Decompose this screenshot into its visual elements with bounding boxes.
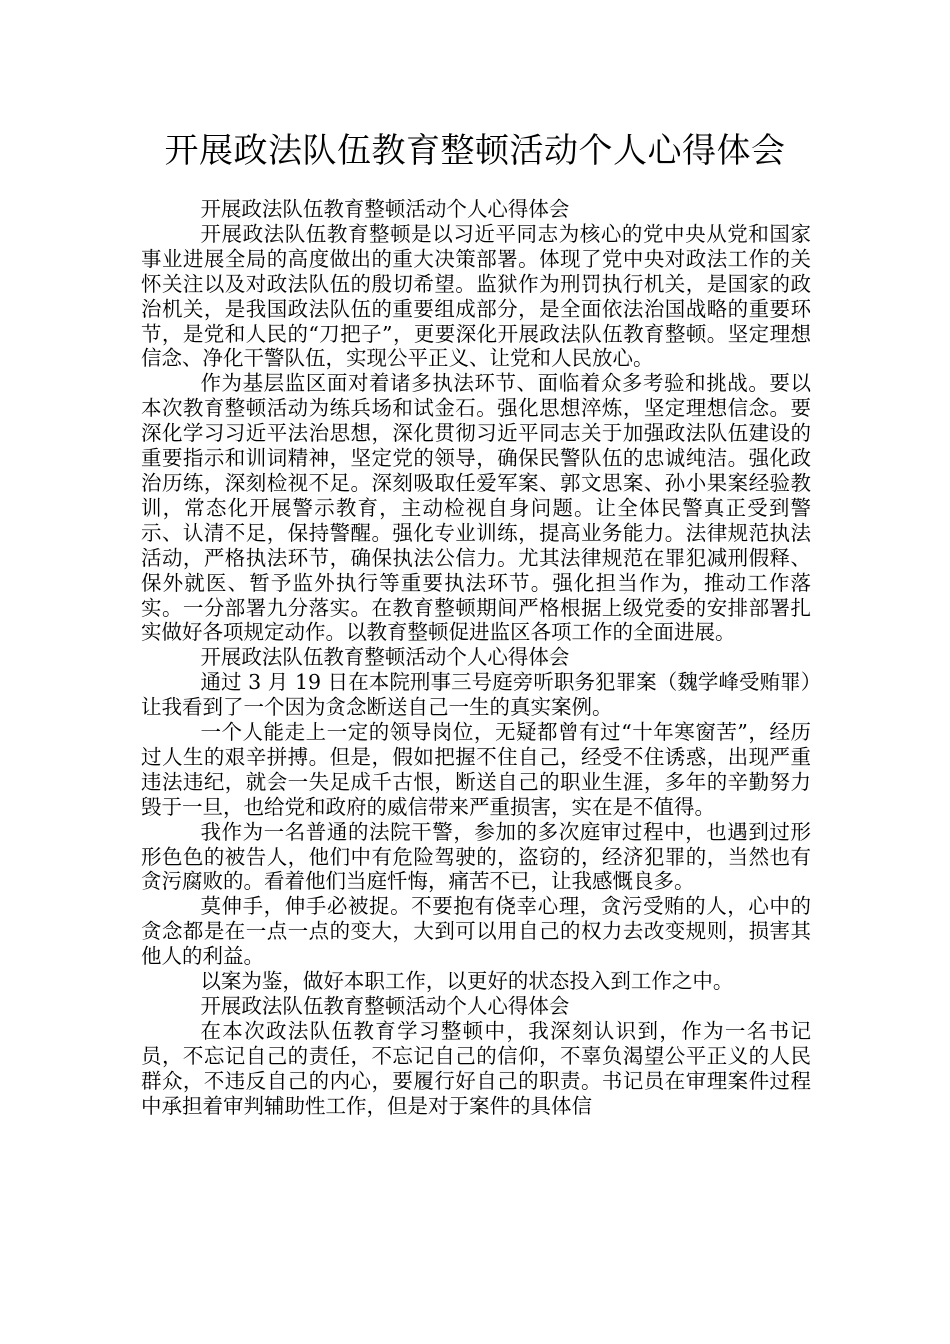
paragraph-subtitle: 开展政法队伍教育整顿活动个人心得体会 — [200, 994, 570, 1018]
paragraph: 通过 3 月 19 日在本院刑事三号庭旁听职务犯罪案（魏学峰受贿罪）让我看到了一个因为贪念断送自己一生的真实案例。 — [141, 670, 811, 720]
paragraph-subtitle: 开展政法队伍教育整顿活动个人心得体会 — [200, 645, 570, 670]
paragraph: 以案为鉴，做好本职工作，以更好的状态投入到工作之中。 — [200, 969, 734, 994]
paragraph: 作为基层监区面对着诸多执法环节、面临着众多考验和挑战。要以本次教育整顿活动为练兵场和试金石。强化思想淬炼，坚定理想信念。要深化学习习近平法治思想，深化贯彻习近平同志关于加强政法队伍建设的重要指示和训词精神，坚定党的领导，确保民警队伍的忠诚纯洁。强化政治历练，深刻检视不足。深刻吸取任爱军案、郭文思案、孙小果案经验教训，常态化开展警示教育，主动检视自身问题。让全体民警真正受到警示、认清不足，保持警醒。强化专业训练，提高业务能力。法律规范执法活动，严格执法环节，确保执法公信力。尤其法律规范在罪犯减刑假释、保外就医、暂予监外执行等重要执法环节。强化担当作为，推动工作落实。一分部署九分落实。在教育整顿期间严格根据上级党委的安排部署扎实做好各项规定动作。以教育整顿促进监区各项工作的全面进展。 — [141, 371, 811, 645]
paragraph: 一个人能走上一定的领导岗位，无疑都曾有过“十年寒窗苦”，经历过人生的艰辛拼搏。但是，假如把握不住自己，经受不住诱惑，出现严重违法违纪，就会一失足成千古恨，断送自己的职业生涯，多年的辛勤努力毁于一旦，也给党和政府的威信带来严重损害，实在是不值得。 — [141, 720, 811, 819]
paragraph: 开展政法队伍教育整顿是以习近平同志为核心的党中央从党和国家事业进展全局的高度做出的重大决策部署。体现了党中央对政法工作的关怀关注以及对政法队伍的殷切希望。监狱作为刑罚执行机关，是国家的政治机关，是我国政法队伍的重要组成部分，是全面依法治国战略的重要环节，是党和人民的“刀把子”，更要深化开展政法队伍教育整顿。坚定理想信念、净化干警队伍，实现公平正义、让党和人民放心。 — [141, 221, 811, 371]
paragraph-subtitle: 开展政法队伍教育整顿活动个人心得体会 — [200, 197, 570, 221]
document-title: 开展政法队伍教育整顿活动个人心得体会 — [164, 131, 786, 171]
document-body — [141, 197, 811, 1119]
paragraph: 我作为一名普通的法院干警，参加的多次庭审过程中，也遇到过形形色色的被告人，他们中有危险驾驶的，盗窃的，经济犯罪的，当然也有贪污腐败的。看着他们当庭忏悔，痛苦不已，让我感慨良多。 — [141, 819, 811, 894]
paragraph: 在本次政法队伍教育学习整顿中，我深刻认识到，作为一名书记员，不忘记自己的责任，不忘记自己的信仰，不辜负渴望公平正义的人民群众，不违反自己的内心，要履行好自己的职责。书记员在审理案件过程中承担着审判辅助性工作，但是对于案件的具体信 — [141, 1018, 811, 1118]
paragraph: 莫伸手，伸手必被捉。不要抱有侥幸心理，贪污受贿的人，心中的贪念都是在一点一点的变大，大到可以用自己的权力去改变规则，损害其他人的利益。 — [141, 894, 811, 969]
